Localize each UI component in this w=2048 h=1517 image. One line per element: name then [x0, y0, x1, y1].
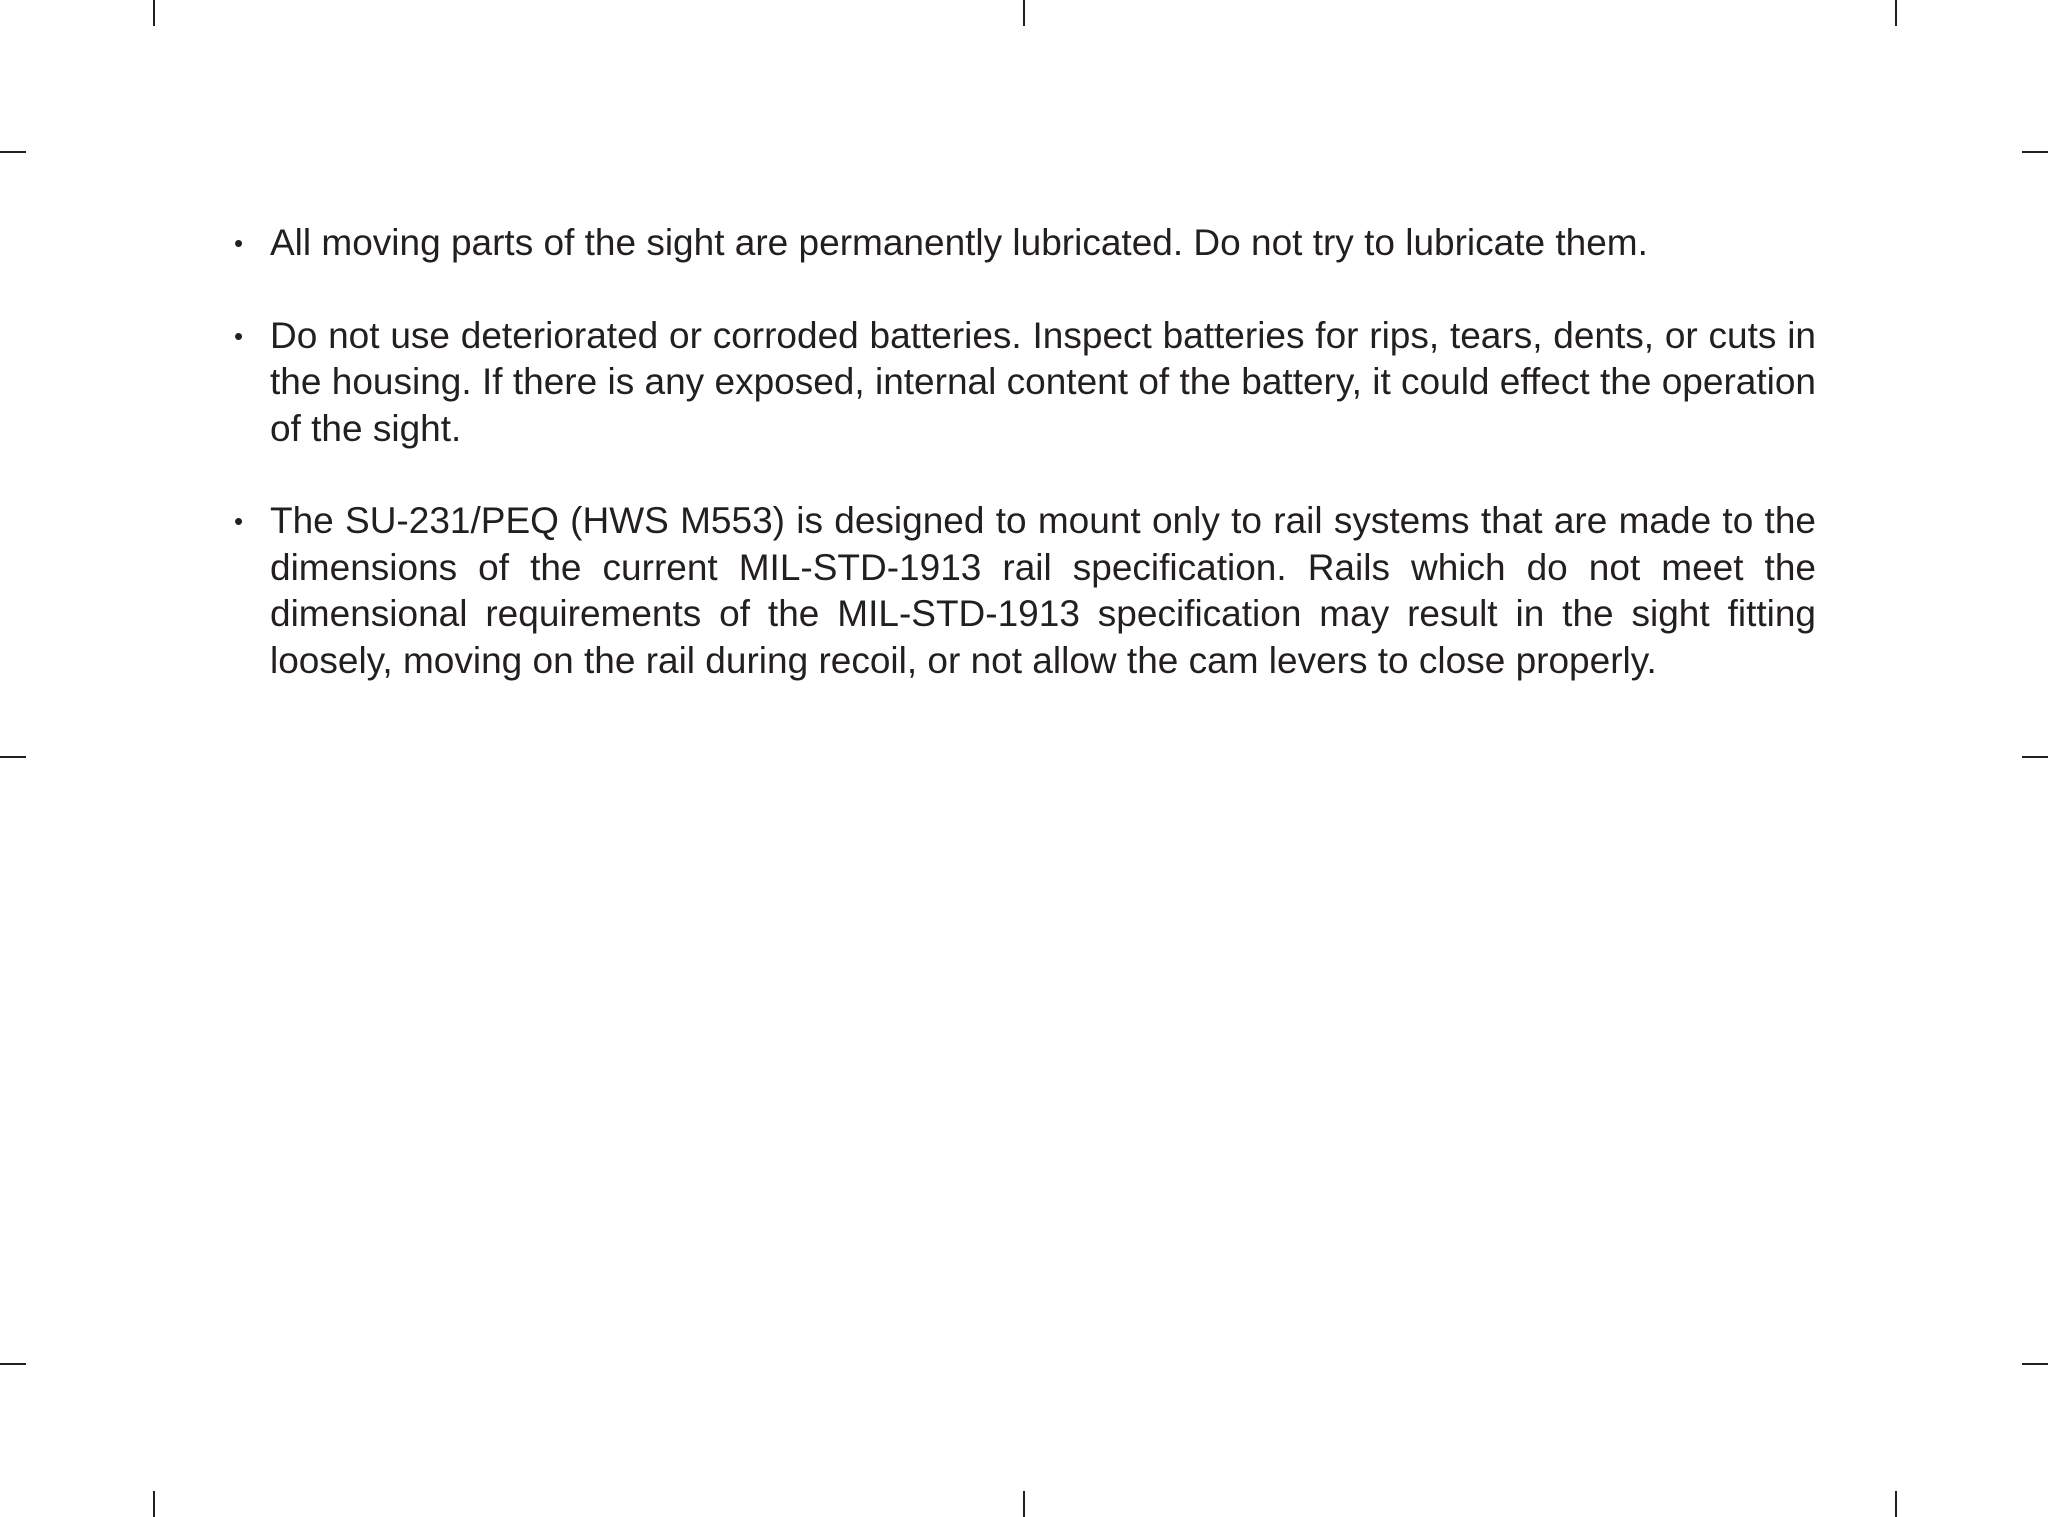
crop-mark-right-middle	[2022, 756, 2048, 758]
bullet-icon: •	[234, 320, 244, 351]
crop-mark-top-right	[1895, 0, 1897, 26]
bullet-text: All moving parts of the sight are permanently lubricated. Do not try to lubricate them.	[270, 222, 1648, 263]
crop-mark-bottom-right	[1895, 1491, 1897, 1517]
crop-mark-left-bottom	[0, 1363, 26, 1365]
crop-mark-left-top	[0, 151, 26, 153]
crop-mark-left-middle	[0, 756, 26, 758]
bullet-icon: •	[234, 506, 244, 536]
crop-mark-top-center	[1023, 0, 1025, 26]
list-item-batteries	[230, 313, 1816, 453]
page-content	[230, 220, 1816, 730]
crop-mark-right-top	[2022, 151, 2048, 153]
bullet-text: Do not use deteriorated or corroded batteries. Inspect batteries for rips, tears, dents, or cuts in the housing. If there is any exposed, internal content of the battery, it could effect the operation of the sight.	[270, 314, 1816, 449]
caution-bullet-list	[230, 220, 1816, 684]
crop-mark-bottom-center	[1023, 1491, 1025, 1517]
list-item-lubrication	[230, 220, 1816, 267]
crop-mark-bottom-left	[153, 1491, 155, 1517]
bullet-icon: •	[234, 228, 244, 258]
crop-mark-top-left	[153, 0, 155, 26]
crop-mark-right-bottom	[2022, 1363, 2048, 1365]
bullet-text: The SU-231/PEQ (HWS M553) is designed to mount only to rail systems that are made to the dimensions of the current MIL-STD-1913 rail specification. Rails which do not meet the dimensional requirements of the MIL-STD-1913 specification may result in the sight fitting loosely, moving on the rail during recoil, or not allow the cam levers to close properly.	[270, 500, 1816, 681]
list-item-rail-mounting	[230, 498, 1816, 684]
